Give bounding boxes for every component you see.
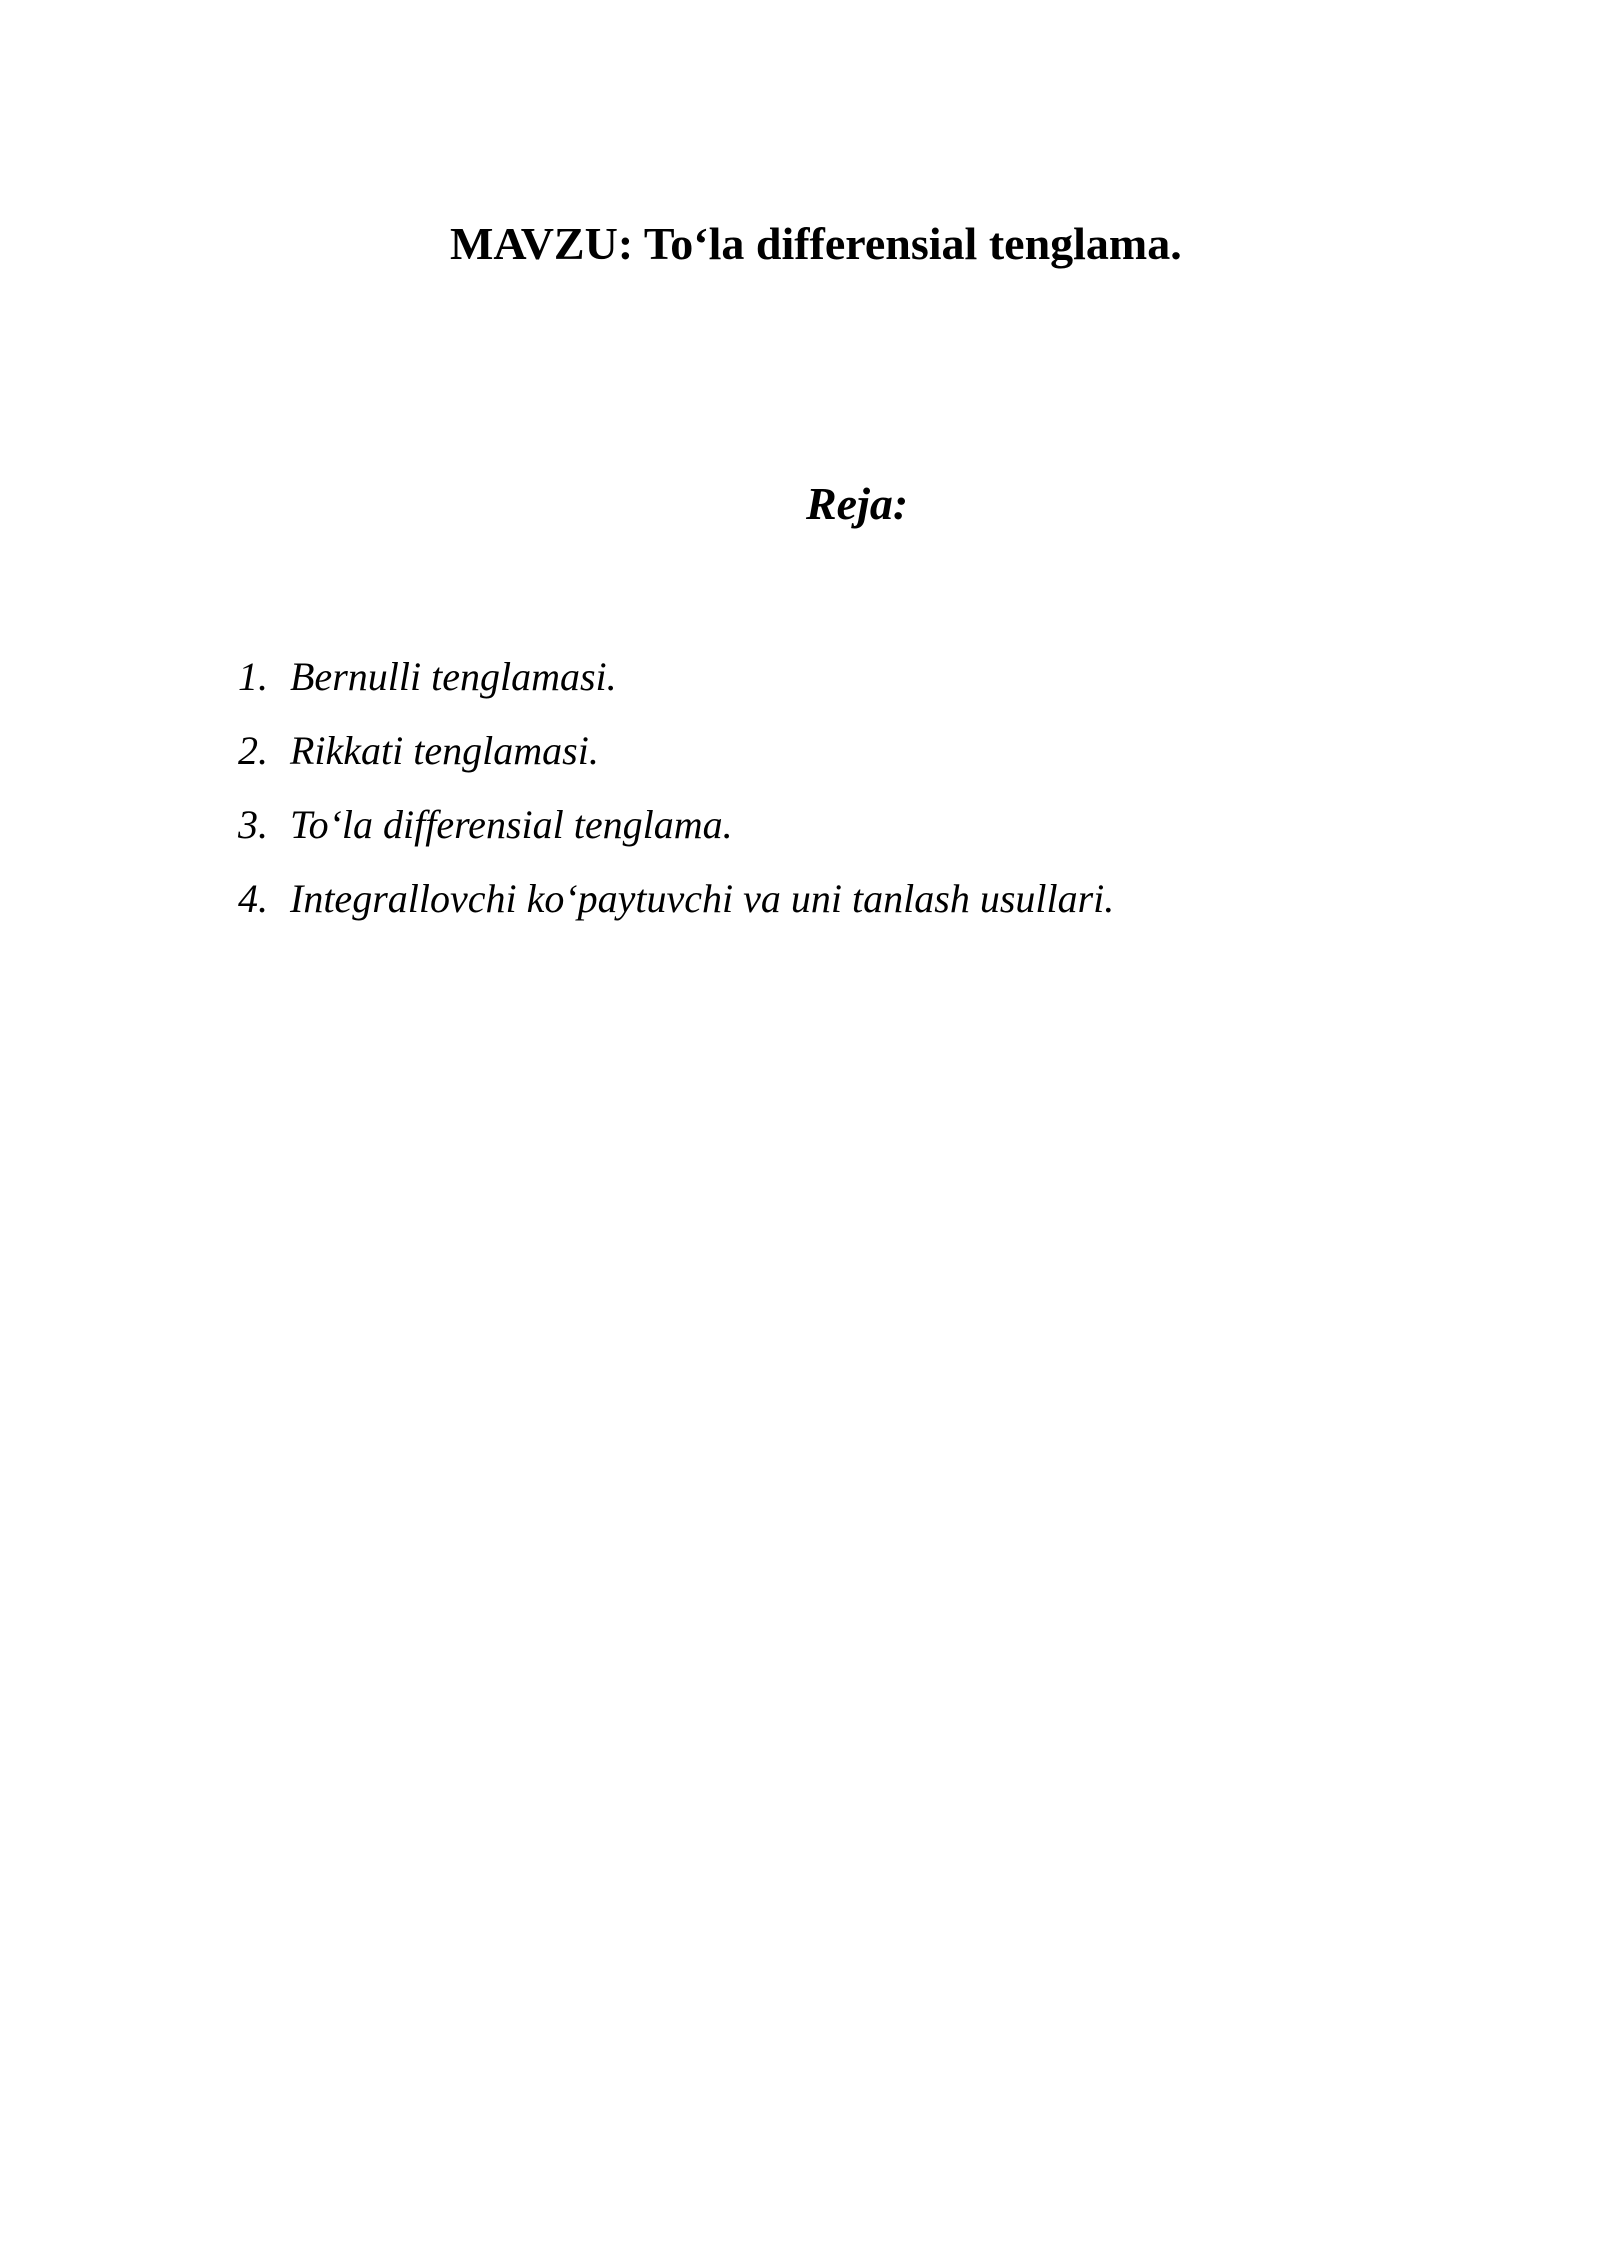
- list-item-number: 2.: [238, 728, 268, 773]
- list-item-number: 3.: [238, 802, 268, 847]
- list-item-text: Rikkati tenglamasi.: [290, 728, 599, 773]
- list-item: [238, 714, 1114, 788]
- list-item: [238, 788, 1114, 862]
- list-item-text: To‘la differensial tenglama.: [290, 802, 733, 847]
- list-item-number: 4.: [238, 876, 268, 921]
- plan-heading: Reja:: [806, 478, 909, 529]
- plan-list: [238, 640, 1114, 936]
- list-item: [238, 640, 1114, 714]
- page-title: MAVZU: To‘la differensial tenglama.: [450, 218, 1182, 269]
- list-item-number: 1.: [238, 654, 268, 699]
- list-item-text: Integrallovchi ko‘paytuvchi va uni tanlash usullari.: [290, 876, 1115, 921]
- list-item: [238, 862, 1114, 936]
- list-item-text: Bernulli tenglamasi.: [290, 654, 617, 699]
